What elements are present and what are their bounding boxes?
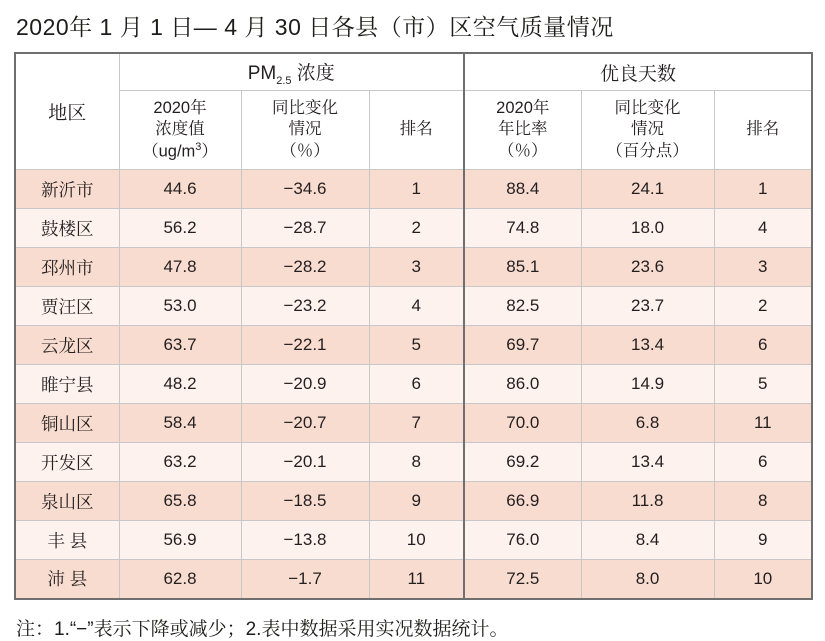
cell-pm25-rank: 9: [369, 482, 464, 521]
pm25-change-line1: 同比变化: [272, 99, 338, 118]
cell-region: 开发区: [15, 443, 119, 482]
pm25-change-line2: 情况: [288, 120, 322, 139]
page-title: 2020年 1 月 1 日— 4 月 30 日各县（市）区空气质量情况: [16, 14, 614, 40]
days-change-line1: 同比变化: [614, 99, 681, 118]
cell-pm25-value: 48.2: [119, 365, 241, 404]
pm25-unit-post: ）: [201, 142, 218, 161]
cell-pm25-rank: 8: [369, 443, 464, 482]
cell-days-rate: 88.4: [464, 170, 581, 209]
table-row: [15, 326, 812, 365]
air-quality-table: [14, 52, 813, 600]
table-row: [15, 365, 812, 404]
days-rate-line2: 年比率: [498, 120, 548, 139]
cell-pm25-change: −20.7: [241, 404, 369, 443]
table-row: [15, 521, 812, 560]
cell-days-change: 8.4: [581, 521, 714, 560]
cell-pm25-rank: 1: [369, 170, 464, 209]
cell-days-change: 11.8: [581, 482, 714, 521]
pm25-change-line3: （％）: [280, 141, 330, 160]
cell-days-rate: 76.0: [464, 521, 581, 560]
cell-pm25-rank: 11: [369, 560, 464, 599]
column-header-days-change: [581, 91, 714, 170]
cell-days-rank: 3: [714, 248, 812, 287]
cell-pm25-rank: 3: [369, 248, 464, 287]
cell-pm25-rank: 10: [369, 521, 464, 560]
cell-days-rate: 70.0: [464, 404, 581, 443]
cell-days-change: 13.4: [581, 326, 714, 365]
cell-region: 鼓楼区: [15, 209, 119, 248]
table-note: 注：1.“−”表示下降或减少；2.表中数据采用实况数据统计。: [16, 618, 509, 640]
cell-region: 贾汪区: [15, 287, 119, 326]
cell-days-change: 18.0: [581, 209, 714, 248]
cell-days-rate: 85.1: [464, 248, 581, 287]
pm25-unit-pre: （ug/m: [142, 142, 196, 161]
cell-region: 铜山区: [15, 404, 119, 443]
cell-days-rank: 4: [714, 209, 812, 248]
cell-days-rate: 86.0: [464, 365, 581, 404]
cell-pm25-change: −20.9: [241, 365, 369, 404]
cell-pm25-value: 62.8: [119, 560, 241, 599]
pm25-label-tail: 浓度: [291, 62, 335, 84]
cell-days-rank: 6: [714, 443, 812, 482]
cell-days-rate: 74.8: [464, 209, 581, 248]
days-change-line3: （百分点）: [606, 141, 689, 160]
cell-days-rank: 9: [714, 521, 812, 560]
cell-days-rank: 11: [714, 404, 812, 443]
cell-region: 邳州市: [15, 248, 119, 287]
cell-days-rank: 1: [714, 170, 812, 209]
cell-pm25-rank: 4: [369, 287, 464, 326]
cell-days-change: 23.7: [581, 287, 714, 326]
cell-pm25-value: 56.9: [119, 521, 241, 560]
cell-region: 泉山区: [15, 482, 119, 521]
column-header-region: 地区: [15, 53, 119, 170]
cell-region: 沛 县: [15, 560, 119, 599]
cell-pm25-change: −18.5: [241, 482, 369, 521]
days-rate-line3: （％）: [498, 141, 548, 160]
cell-days-rate: 82.5: [464, 287, 581, 326]
cell-pm25-value: 53.0: [119, 287, 241, 326]
column-header-pm25-rank: 排名: [369, 91, 464, 170]
cell-days-rate: 69.2: [464, 443, 581, 482]
table-header-sub-row: [15, 91, 812, 170]
pm25-value-line2: 浓度值: [155, 119, 205, 138]
column-header-days-rank: 排名: [714, 91, 812, 170]
cell-days-rank: 2: [714, 287, 812, 326]
table-row: [15, 443, 812, 482]
cell-days-rate: 66.9: [464, 482, 581, 521]
cell-days-rank: 10: [714, 560, 812, 599]
cell-pm25-rank: 7: [369, 404, 464, 443]
cell-days-rank: 6: [714, 326, 812, 365]
table-body: [15, 170, 812, 599]
cell-days-rate: 69.7: [464, 326, 581, 365]
cell-region: 丰 县: [15, 521, 119, 560]
table-header-top-row: [15, 53, 812, 91]
cell-days-change: 6.8: [581, 404, 714, 443]
table-row: [15, 404, 812, 443]
pm25-unit-sup: 3: [195, 140, 202, 153]
cell-days-rate: 72.5: [464, 560, 581, 599]
cell-days-change: 14.9: [581, 365, 714, 404]
cell-pm25-change: −20.1: [241, 443, 369, 482]
table-row: [15, 482, 812, 521]
cell-days-rank: 8: [714, 482, 812, 521]
pm25-value-line3: [120, 140, 241, 163]
cell-pm25-value: 63.7: [119, 326, 241, 365]
cell-pm25-change: −23.2: [241, 287, 369, 326]
table-row: [15, 560, 812, 599]
cell-pm25-change: −28.2: [241, 248, 369, 287]
pm25-value-line1: 2020年: [153, 98, 207, 117]
days-change-line2: 情况: [631, 120, 665, 139]
days-rate-line1: 2020年: [496, 99, 550, 118]
cell-pm25-value: 58.4: [119, 404, 241, 443]
table-row: [15, 287, 812, 326]
cell-pm25-change: −13.8: [241, 521, 369, 560]
cell-pm25-change: −22.1: [241, 326, 369, 365]
cell-pm25-value: 44.6: [119, 170, 241, 209]
column-header-pm25-change: [241, 91, 369, 170]
cell-pm25-change: −28.7: [241, 209, 369, 248]
table-header: [15, 53, 812, 170]
cell-region: 云龙区: [15, 326, 119, 365]
cell-pm25-value: 63.2: [119, 443, 241, 482]
cell-region: 睢宁县: [15, 365, 119, 404]
cell-pm25-change: −1.7: [241, 560, 369, 599]
column-group-header-pm25: [119, 53, 464, 91]
cell-days-change: 23.6: [581, 248, 714, 287]
cell-pm25-rank: 6: [369, 365, 464, 404]
cell-region: 新沂市: [15, 170, 119, 209]
cell-pm25-value: 47.8: [119, 248, 241, 287]
column-header-days-rate: [464, 91, 581, 170]
cell-pm25-change: −34.6: [241, 170, 369, 209]
table-row: [15, 209, 812, 248]
cell-pm25-rank: 2: [369, 209, 464, 248]
column-group-header-good-days: 优良天数: [464, 53, 812, 91]
cell-days-rank: 5: [714, 365, 812, 404]
table-row: [15, 248, 812, 287]
pm25-label-sub: 2.5: [276, 74, 292, 87]
cell-pm25-rank: 5: [369, 326, 464, 365]
pm25-label-main: PM: [247, 62, 277, 84]
cell-days-change: 24.1: [581, 170, 714, 209]
cell-pm25-value: 65.8: [119, 482, 241, 521]
cell-pm25-value: 56.2: [119, 209, 241, 248]
column-header-pm25-value: [119, 91, 241, 170]
cell-days-change: 8.0: [581, 560, 714, 599]
cell-days-change: 13.4: [581, 443, 714, 482]
table-row: [15, 170, 812, 209]
